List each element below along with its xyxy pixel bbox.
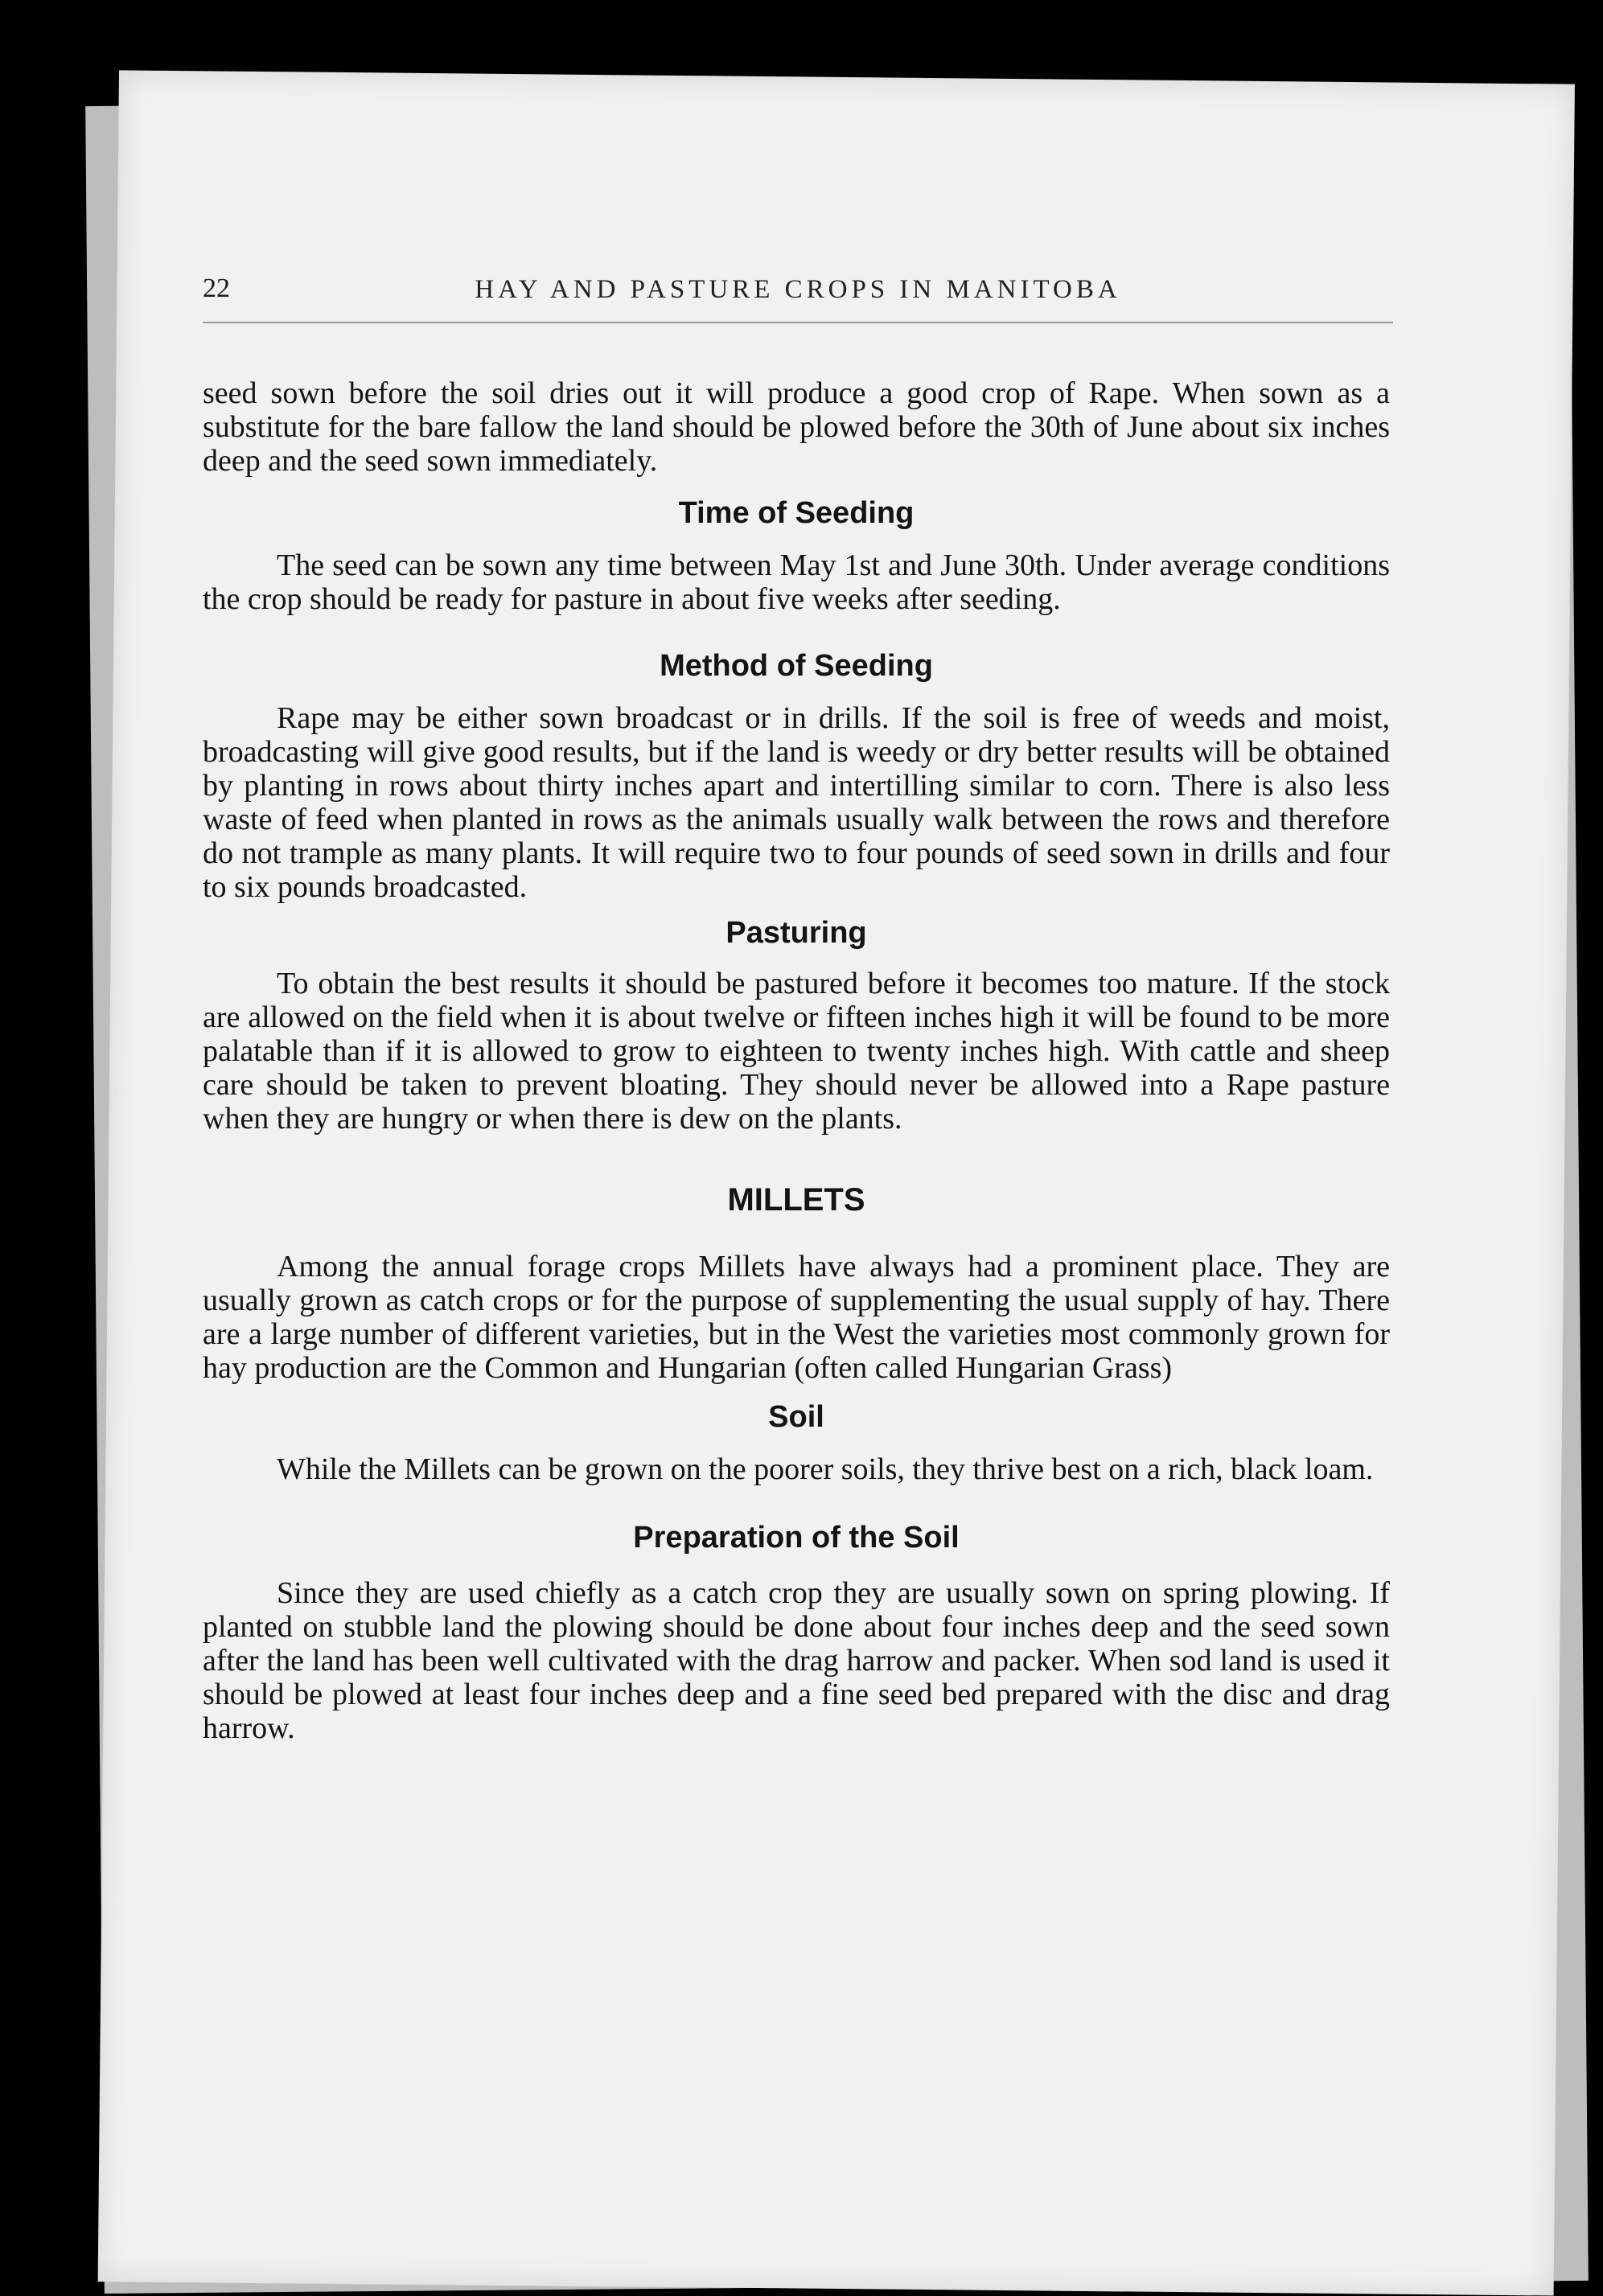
- paragraph-method-of-seeding: Rape may be either sown broadcast or in drills. If the soil is free of weeds and moist, broadcasting will give good results, but if the land is weedy or dry better results will be obtained by planting in rows about thirty inches apart and intertilling similar to corn. There is also less waste of feed when planted in rows as the animals usually walk between the rows and therefore do not trample as many plants. It will require two to four pounds of seed sown in drills and four to six pounds broadcasted.: [203, 701, 1390, 904]
- paragraph-millets: Among the annual forage crops Millets have always had a prominent place. They are usually grown as catch crops or for the purpose of supplementing the usual supply of hay. There are a large number of different varieties, but in the West the varieties most commonly grown for hay production are the Common and Hungarian (often called Hungarian Grass): [203, 1250, 1390, 1385]
- paragraph-pasturing: To obtain the best results it should be pastured before it becomes too mature. If the stock are allowed on the field when it is about twelve or fifteen inches high it will be found to be more palatable than if it is allowed to grow to eighteen to twenty inches high. With cattle and sheep care should be taken to prevent bloating. They should never be allowed into a Rape pasture when they are hungry or when there is dew on the plants.: [203, 967, 1390, 1136]
- intro-paragraph: seed sown before the soil dries out it will produce a good crop of Rape. When sown as a substitute for the bare fallow the land should be plowed before the 30th of June about six inches deep and the seed sown immediately.: [203, 376, 1390, 478]
- paragraph-time-of-seeding: The seed can be sown any time between May 1st and June 30th. Under average conditions the crop should be ready for pasture in about five weeks after seeding.: [203, 548, 1390, 616]
- paragraph-preparation-of-soil: Since they are used chiefly as a catch crop they are usually sown on spring plowing. If planted on stubble land the plowing should be done about four inches deep and the seed sown after the land has been well cultivated with the drag harrow and packer. When sod land is used it should be plowed at least four inches deep and a fine seed bed prepared with the disc and drag harrow.: [203, 1576, 1390, 1745]
- page-header: [203, 273, 1393, 323]
- page-number: 22: [203, 273, 230, 303]
- heading-millets: MILLETS: [727, 1182, 865, 1218]
- heading-method-of-seeding: Method of Seeding: [660, 649, 933, 683]
- heading-preparation-of-soil: Preparation of the Soil: [633, 1521, 960, 1555]
- heading-pasturing: Pasturing: [725, 916, 867, 950]
- heading-soil: Soil: [768, 1400, 824, 1434]
- page-content: [203, 376, 1390, 1745]
- running-head: HAY AND PASTURE CROPS IN MANITOBA: [475, 275, 1121, 304]
- paragraph-soil: While the Millets can be grown on the poorer soils, they thrive best on a rich, black loam.: [277, 1452, 1374, 1486]
- heading-time-of-seeding: Time of Seeding: [678, 496, 915, 530]
